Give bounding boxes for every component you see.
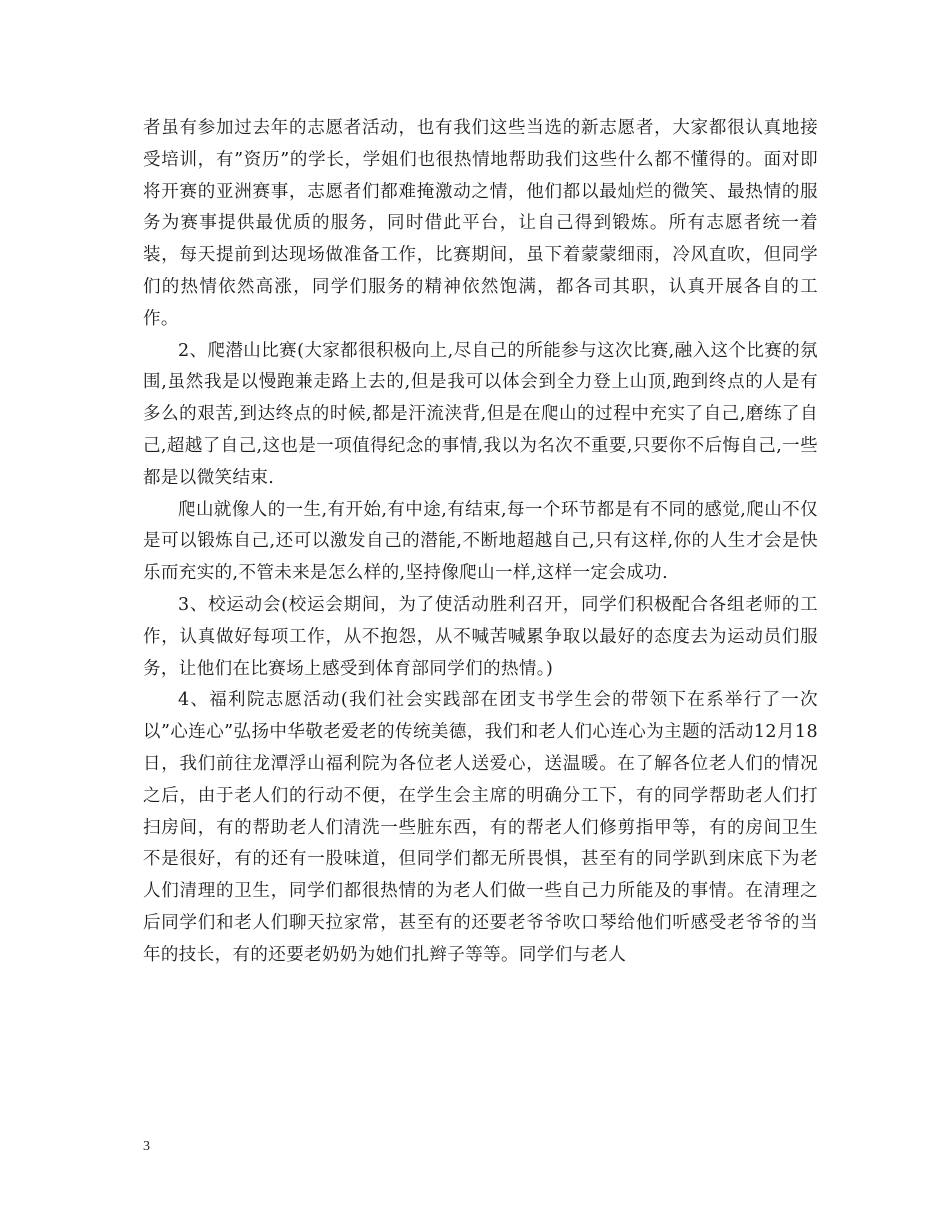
paragraph-mountain-race: 2、爬潜山比赛(大家都很积极向上,尽自己的所能参与这次比赛,融入这个比赛的氛围,虽然我是以慢跑兼走路上去的,但是我可以体会到全力登上山顶,跑到终点的人是有多么的艰苦,到达终点的时候,都是汗流浃背,但是在爬山的过程中充实了自己,磨练了自己,超越了自己,这也是一项值得纪念的事情,我以为名次不重要,只要你不后悔自己,一些都是以微笑结束. xyxy=(143,340,818,488)
paragraph-mountain-reflection: 爬山就像人的一生,有开始,有中途,有结束,每一个环节都是有不同的感觉,爬山不仅是可以锻炼自己,还可以激发自己的潜能,不断地超越自己,只有这样,你的人生才会是快乐而充实的,不管未来是怎么样的,坚持像爬山一样,这样一定会成功. xyxy=(143,499,818,584)
body-text xyxy=(143,113,818,972)
page-number: 3 xyxy=(143,1139,150,1154)
paragraph-welfare-home: 4、福利院志愿活动(我们社会实践部在团支书学生会的带领下在系举行了一次以”心连心”弘扬中华敬老爱老的传统美德，我们和老人们心连心为主题的活动12月18日，我们前往龙潭浮山福利院为各位老人送爱心，送温暖。在了解各位老人们的情况之后，由于老人们的行动不便，在学生会主席的明确分工下，有的同学帮助老人们打扫房间，有的帮助老人们清洗一些脏东西，有的帮老人们修剪指甲等，有的房间卫生不是很好，有的还有一股味道，但同学们都无所畏惧，甚至有的同学趴到床底下为老人们清理的卫生，同学们都很热情的为老人们做一些自己力所能及的事情。在清理之后同学们和老人们聊天拉家常，甚至有的还要老爷爷吹口琴给他们听感受老爷爷的当年的技长，有的还要老奶奶为她们扎辫子等等。同学们与老人 xyxy=(143,690,818,965)
paragraph-volunteer-training: 者虽有参加过去年的志愿者活动，也有我们这些当选的新志愿者，大家都很认真地接受培训，有”资历”的学长，学姐们也很热情地帮助我们这些什么都不懂得的。面对即将开赛的亚洲赛事，志愿者们都难掩激动之情，他们都以最灿烂的微笑、最热情的服务为赛事提供最优质的服务，同时借此平台，让自己得到锻炼。所有志愿者统一着装，每天提前到达现场做准备工作，比赛期间，虽下着蒙蒙细雨，冷风直吹，但同学们的热情依然高涨，同学们服务的精神依然饱满，都各司其职，认真开展各自的工作。 xyxy=(143,118,818,329)
paragraph-sports-meet: 3、校运动会(校运会期间，为了使活动胜利召开，同学们积极配合各组老师的工作，认真做好每项工作，从不抱怨，从不喊苦喊累争取以最好的态度去为运动员们服务，让他们在比赛场上感受到体育部同学们的热情。) xyxy=(143,594,818,679)
